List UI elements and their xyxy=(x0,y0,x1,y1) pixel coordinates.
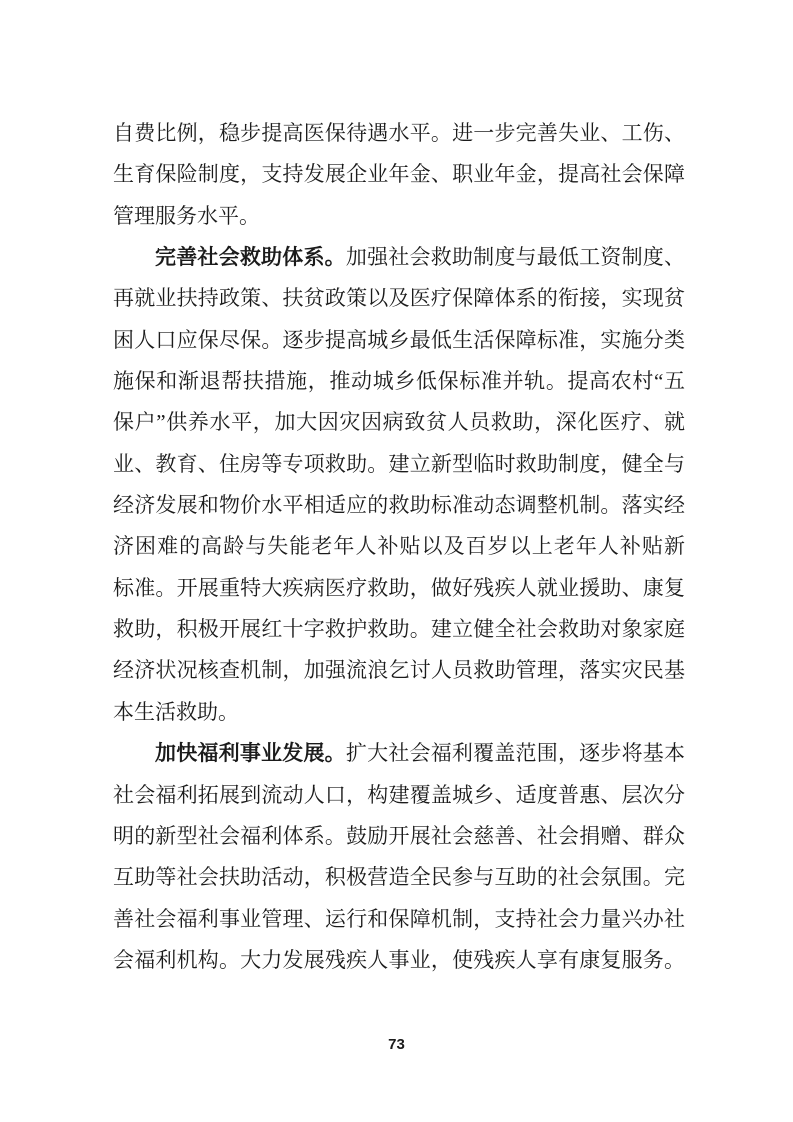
paragraph xyxy=(113,237,685,733)
document-body xyxy=(113,113,685,981)
bold-heading-run: 加快福利事业发展。 xyxy=(155,741,346,766)
text-line xyxy=(113,899,685,940)
text-line xyxy=(113,733,685,774)
text-line xyxy=(113,278,685,319)
text-run: 业、教育、住房等专项救助。建立新型临时救助制度，健全与 xyxy=(113,451,685,476)
paragraph xyxy=(113,733,685,981)
text-run: 互助等社会扶助活动，积极营造全民参与互助的社会氛围。完 xyxy=(113,865,685,890)
text-run: 再就业扶持政策、扶贫政策以及医疗保障体系的衔接，实现贫 xyxy=(113,286,685,311)
text-line xyxy=(113,444,685,485)
text-line xyxy=(113,692,685,733)
text-line xyxy=(113,154,685,195)
text-run: 管理服务水平。 xyxy=(113,203,260,228)
text-line xyxy=(113,940,685,981)
bold-heading-run: 完善社会救助体系。 xyxy=(155,245,346,270)
page-number: 73 xyxy=(388,1036,405,1053)
text-line xyxy=(113,485,685,526)
text-line xyxy=(113,402,685,443)
text-run: 经济发展和物价水平相适应的救助标准动态调整机制。落实经 xyxy=(113,493,685,518)
text-line xyxy=(113,609,685,650)
text-run: 困人口应保尽保。逐步提高城乡最低生活保障标准，实施分类 xyxy=(113,327,685,352)
text-run: 标准。开展重特大疾病医疗救助，做好残疾人就业援助、康复 xyxy=(113,575,685,600)
text-run: 扩大社会福利覆盖范围，逐步将基本 xyxy=(345,741,685,766)
text-line xyxy=(113,775,685,816)
text-line xyxy=(113,361,685,402)
text-run: 社会福利拓展到流动人口，构建覆盖城乡、适度普惠、层次分 xyxy=(113,782,685,807)
text-run: 善社会福利事业管理、运行和保障机制，支持社会力量兴办社 xyxy=(113,906,685,931)
text-line xyxy=(113,320,685,361)
text-run: 明的新型社会福利体系。鼓励开展社会慈善、社会捐赠、群众 xyxy=(113,823,685,848)
text-run: 生育保险制度，支持发展企业年金、职业年金，提高社会保障 xyxy=(113,162,685,187)
text-run: 救助，积极开展红十字救护救助。建立健全社会救助对象家庭 xyxy=(113,617,685,642)
text-line xyxy=(113,568,685,609)
text-run: 自费比例，稳步提高医保待遇水平。进一步完善失业、工伤、 xyxy=(113,121,685,145)
text-run: 施保和渐退帮扶措施，推动城乡低保标准并轨。提高农村“五 xyxy=(113,369,685,394)
text-run: 加强社会救助制度与最低工资制度、 xyxy=(345,245,685,270)
text-run: 经济状况核查机制，加强流浪乞讨人员救助管理，落实灾民基 xyxy=(113,658,685,683)
text-line xyxy=(113,196,685,237)
text-line xyxy=(113,526,685,567)
text-run: 保户”供养水平，加大因灾因病致贫人员救助，深化医疗、就 xyxy=(113,410,685,435)
text-line xyxy=(113,816,685,857)
text-line xyxy=(113,113,685,154)
text-line xyxy=(113,650,685,691)
text-run: 会福利机构。大力发展残疾人事业，使残疾人享有康复服务。 xyxy=(113,947,685,972)
text-line xyxy=(113,857,685,898)
paragraph xyxy=(113,113,685,237)
text-line xyxy=(113,237,685,278)
text-run: 本生活救助。 xyxy=(113,699,239,724)
text-run: 济困难的高龄与失能老年人补贴以及百岁以上老年人补贴新 xyxy=(113,534,685,559)
